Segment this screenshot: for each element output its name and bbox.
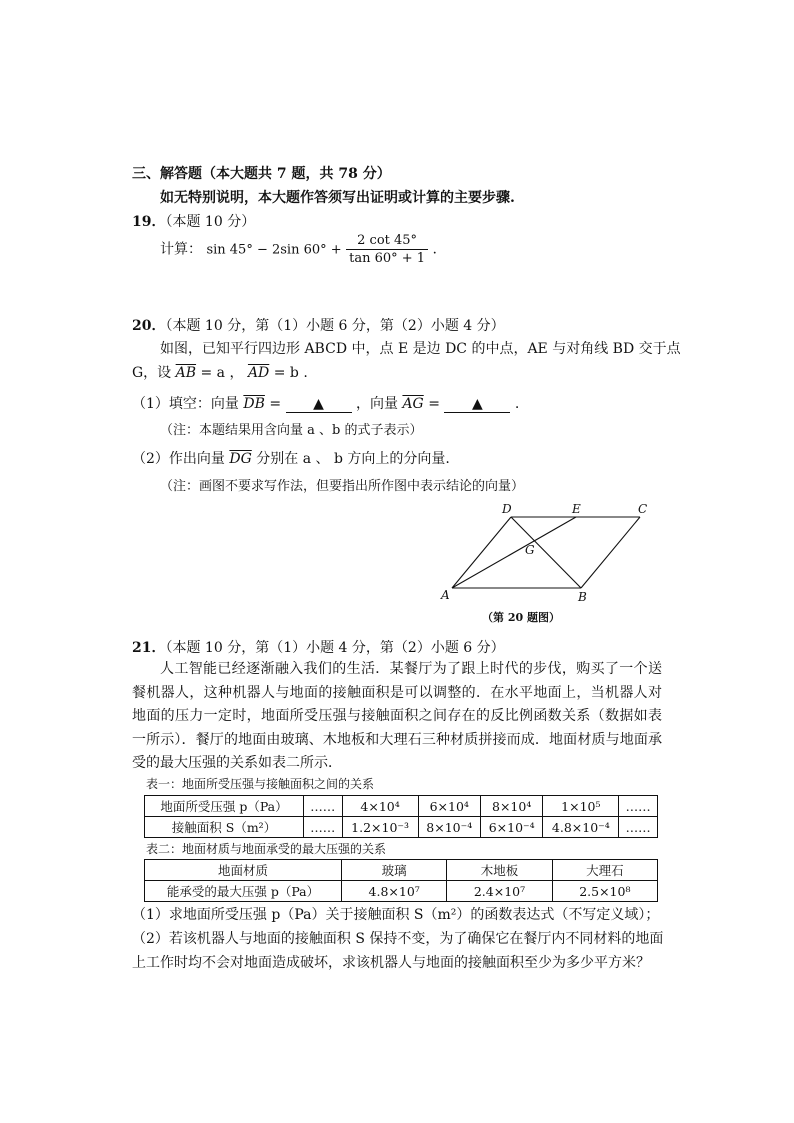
table-cell: 能承受的最大压强 p（Pa） [145, 881, 342, 902]
answer-blank-ag[interactable]: ▲ [444, 396, 510, 413]
diagonal-bd [511, 517, 581, 588]
q20-part1-label: （1）填空：向量 [132, 396, 239, 412]
table-cell: 接触面积 S（m²） [145, 817, 304, 838]
q20-header [132, 315, 505, 335]
q19-number: 19． [132, 214, 166, 230]
q20-part1-eq1: = [269, 396, 282, 412]
table-cell: 4.8×10⁷ [342, 881, 447, 902]
parallelogram-figure [430, 498, 670, 628]
q19-fraction-numerator: 2 cot 45° [346, 233, 428, 250]
q21-number: 21． [132, 640, 166, 656]
table-cell: 6×10⁻⁴ [480, 817, 542, 838]
q20-part1-mid: ，向量 [355, 396, 398, 412]
table2-title: 表二：地面材质与地面承受的最大压强的关系 [146, 842, 387, 856]
vector-dg: $\overline{DG}$ [229, 451, 252, 467]
q21-sub2-line1: （2）若该机器人与地面的接触面积 S 保持不变，为了确保它在餐厅内不同材料的地面 [132, 931, 664, 947]
q20-part2-label: （2）作出向量 [132, 451, 225, 467]
table-cell: 8×10⁻⁴ [418, 817, 480, 838]
table-row [145, 860, 658, 881]
table-cell: 地面所受压强 p（Pa） [145, 796, 304, 817]
table-cell: 1.2×10⁻³ [342, 817, 418, 838]
answer-blank-db[interactable]: ▲ [286, 396, 352, 413]
q20-line2 [132, 362, 308, 382]
table-cell: 1×10⁵ [543, 796, 619, 817]
q20-number: 20． [132, 318, 166, 334]
point-label-a: A [441, 588, 450, 602]
table1-title: 表一：地面所受压强与接触面积之间的关系 [146, 777, 375, 791]
q19-fraction [346, 233, 428, 266]
table-cell: …… [619, 796, 658, 817]
table-cell: 地面材质 [145, 860, 342, 881]
table-cell: 2.5×10⁸ [552, 881, 657, 902]
point-label-c: C [638, 502, 648, 516]
q20-part1-eq2: = [428, 396, 440, 412]
section-note: 如无特别说明，本大题作答须写出证明或计算的主要步骤. [160, 190, 515, 206]
table2 [144, 859, 658, 902]
q20-line2-prefix: G，设 [132, 365, 172, 381]
q19-fraction-denominator: tan 60° + 1 [349, 251, 426, 266]
section-heading: 三、解答题（本大题共 7 题，共 78 分） [132, 166, 391, 182]
q21-paragraph: 人工智能已经逐渐融入我们的生活．某餐厅为了跟上时代的步伐，购买了一个送餐机器人，这种机器人与地面的接触面积是可以调整的．在水平地面上，当机器人对地面的压力一定时，地面所受压强与接触面积之间存在的反比例函数关系（数据如表一所示）．餐厅的地面由玻璃、木地板和大理石三种材质拼接而成．地面材质与地面承受的最大压强的关系如表二所示． [132, 661, 662, 771]
edge-bc [581, 517, 640, 588]
q19-end: . [432, 241, 437, 258]
table-row [145, 817, 658, 838]
q19-score: （本题 10 分） [165, 214, 256, 230]
point-label-b: B [578, 590, 587, 604]
point-label-d: D [502, 502, 512, 516]
table1 [144, 795, 658, 838]
q20-part2 [132, 448, 450, 468]
q19-prompt: 计算： [160, 241, 202, 258]
vector-ab: $\overline{AB}$ [175, 365, 197, 381]
q20-line1: 如图，已知平行四边形 ABCD 中，点 E 是边 DC 的中点，AE 与对角线 BD 交于点 [160, 341, 681, 357]
q19-expression [160, 233, 437, 266]
q21-sub1: （1）求地面所受压强 p（Pa）关于接触面积 S（m²）的函数表达式（不写定义域）； [132, 907, 660, 923]
table-row [145, 881, 658, 902]
table-cell: 木地板 [447, 860, 552, 881]
table-cell: 8×10⁴ [480, 796, 542, 817]
table-cell: 6×10⁴ [418, 796, 480, 817]
q20-eq-a: = a ， [200, 365, 244, 381]
table-cell: 玻璃 [342, 860, 447, 881]
table-cell: 2.4×10⁷ [447, 881, 552, 902]
q20-part1 [132, 393, 519, 413]
vector-ag: $\overline{AG}$ [402, 396, 424, 412]
q20-eq-b: = b . [273, 365, 308, 381]
point-label-g: G [525, 543, 535, 557]
table-cell: 4.8×10⁻⁴ [543, 817, 619, 838]
table-cell: …… [619, 817, 658, 838]
q20-note2: （注：画图不要求写作法，但要指出所作图中表示结论的向量） [160, 479, 525, 494]
table-cell: 大理石 [552, 860, 657, 881]
table-cell: 4×10⁴ [342, 796, 418, 817]
table-cell: …… [304, 796, 343, 817]
table-cell: …… [304, 817, 343, 838]
q19-expr-left: sin 45° − 2sin 60° + [206, 242, 342, 258]
q21-header [132, 637, 505, 657]
q21-score: （本题 10 分，第（1）小题 4 分，第（2）小题 6 分） [165, 640, 505, 656]
q20-note1: （注：本题结果用含向量 a 、b 的式子表示） [160, 423, 423, 438]
q21-sub2-line2: 上工作时均不会对地面造成破坏，求该机器人与地面的接触面积至少为多少平方米？ [132, 955, 650, 971]
q19-header [132, 211, 255, 231]
figure-caption: （第 20 题图） [482, 611, 560, 624]
table-row [145, 796, 658, 817]
point-label-e: E [572, 502, 581, 516]
vector-db: $\overline{DB}$ [243, 396, 265, 412]
q20-part2-rest: 分别在 a 、 b 方向上的分向量. [256, 451, 450, 467]
q20-score: （本题 10 分，第（1）小题 6 分，第（2）小题 4 分） [165, 318, 505, 334]
segment-ae [452, 517, 576, 588]
q20-part1-end: . [514, 396, 520, 412]
vector-ad: $\overline{AD}$ [247, 365, 270, 381]
edge-da [452, 517, 511, 588]
